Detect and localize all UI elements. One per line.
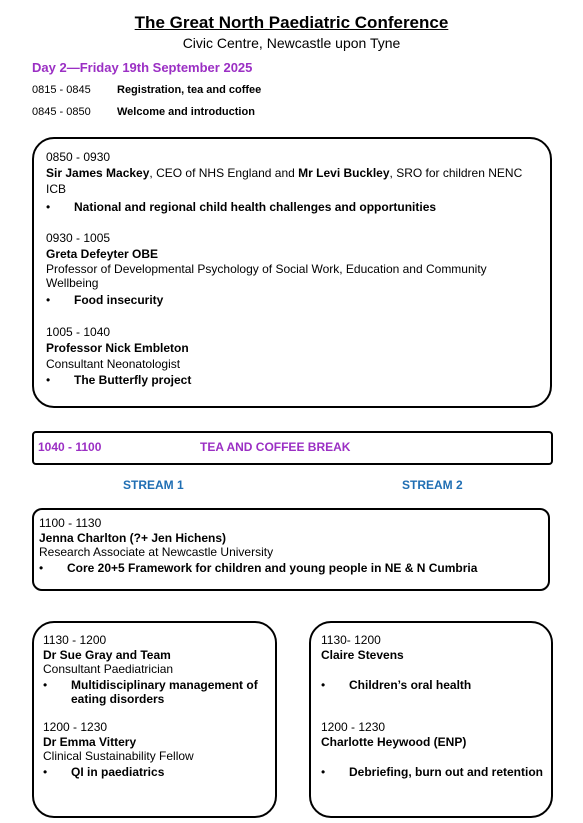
bullet-icon: •: [39, 561, 44, 575]
stream1-session-1: [43, 632, 269, 706]
topic-text: Core 20+5 Framework for children and young people in NE & N Cumbria: [67, 561, 478, 575]
bullet-icon: •: [46, 293, 51, 307]
schedule-row: [32, 106, 255, 118]
speaker-role: Consultant Neonatologist: [46, 357, 181, 371]
session-topic: [43, 678, 269, 706]
row-label: Welcome and introduction: [117, 106, 255, 118]
topic-text: The Butterfly project: [74, 373, 192, 387]
session-1: [46, 149, 541, 214]
speaker-role: Clinical Sustainability Fellow: [43, 749, 194, 763]
speaker-text: , CEO of NHS England and: [149, 166, 299, 180]
bullet-icon: •: [321, 765, 326, 779]
session-time: 1130- 1200: [321, 633, 381, 647]
speaker-name: Mr Levi Buckley: [298, 166, 390, 180]
topic-text: Multidisciplinary management of eating disorders: [71, 678, 258, 706]
session-topic: [46, 293, 541, 307]
session-time: 1005 - 1040: [46, 325, 111, 339]
session-topic: [46, 373, 541, 387]
speaker-name: Jenna Charlton (?+ Jen Hichens): [39, 531, 227, 545]
speaker-role: Research Associate at Newcastle University: [39, 545, 274, 559]
session-time: 1100 - 1130: [39, 516, 102, 530]
session-time: 0930 - 1005: [46, 231, 111, 245]
session-time: 1200 - 1230: [43, 720, 108, 734]
speaker-name: Greta Defeyter OBE: [46, 247, 159, 261]
session-2: [46, 230, 541, 307]
venue-subtitle: Civic Centre, Newcastle upon Tyne: [182, 35, 401, 51]
bullet-icon: •: [43, 678, 48, 692]
session-time: 0850 - 0930: [46, 150, 111, 164]
session-topic: [321, 765, 546, 779]
bullet-icon: •: [321, 678, 326, 692]
topic-text: Children’s oral health: [349, 678, 472, 692]
speaker-name: Claire Stevens: [321, 648, 404, 662]
topic-text: Debriefing, burn out and retention: [349, 765, 543, 779]
topic-text: Food insecurity: [74, 293, 164, 307]
session-time: 1200 - 1230: [321, 720, 386, 734]
topic-text: National and regional child health challenges and opportunities: [74, 200, 437, 214]
speaker-role: Professor of Developmental Psychology of Social Work, Education and Community Wellbeing: [46, 262, 487, 290]
stream1-session-2: [43, 719, 269, 779]
stream-1-heading: STREAM 1: [123, 478, 184, 492]
topic-text: QI in paediatrics: [71, 765, 165, 779]
session-topic: [46, 200, 541, 214]
speaker-name: Sir James Mackey: [46, 166, 150, 180]
stream-2-heading: STREAM 2: [402, 478, 463, 492]
speaker-text: , SRO for children NENC ICB: [46, 166, 523, 196]
session-topic: [43, 765, 269, 779]
combined-session: [39, 515, 544, 575]
row-time: 0815 - 0845: [32, 84, 91, 96]
speaker-name: Charlotte Heywood (ENP): [321, 735, 467, 749]
row-time: 0845 - 0850: [32, 106, 91, 118]
speaker-name: Dr Sue Gray and Team: [43, 648, 171, 662]
bullet-icon: •: [46, 373, 51, 387]
page-title: The Great North Paediatric Conference: [134, 13, 449, 32]
break-time: 1040 - 1100: [38, 440, 102, 454]
session-topic: [321, 678, 546, 692]
bullet-icon: •: [46, 200, 51, 214]
session-topic: [39, 561, 544, 575]
break-label: TEA AND COFFEE BREAK: [200, 440, 351, 454]
schedule-row: [32, 84, 261, 96]
session-3: [46, 324, 541, 387]
stream2-session-1: [321, 632, 546, 692]
stream2-session-2: [321, 719, 546, 779]
session-speakers: [46, 165, 541, 197]
speaker-name: Dr Emma Vittery: [43, 735, 137, 749]
day-heading: Day 2—Friday 19th September 2025: [32, 60, 253, 75]
bullet-icon: •: [43, 765, 48, 779]
row-label: Registration, tea and coffee: [117, 84, 262, 96]
speaker-name: Professor Nick Embleton: [46, 341, 189, 355]
speaker-role: Consultant Paediatrician: [43, 662, 174, 676]
session-time: 1130 - 1200: [43, 633, 107, 647]
